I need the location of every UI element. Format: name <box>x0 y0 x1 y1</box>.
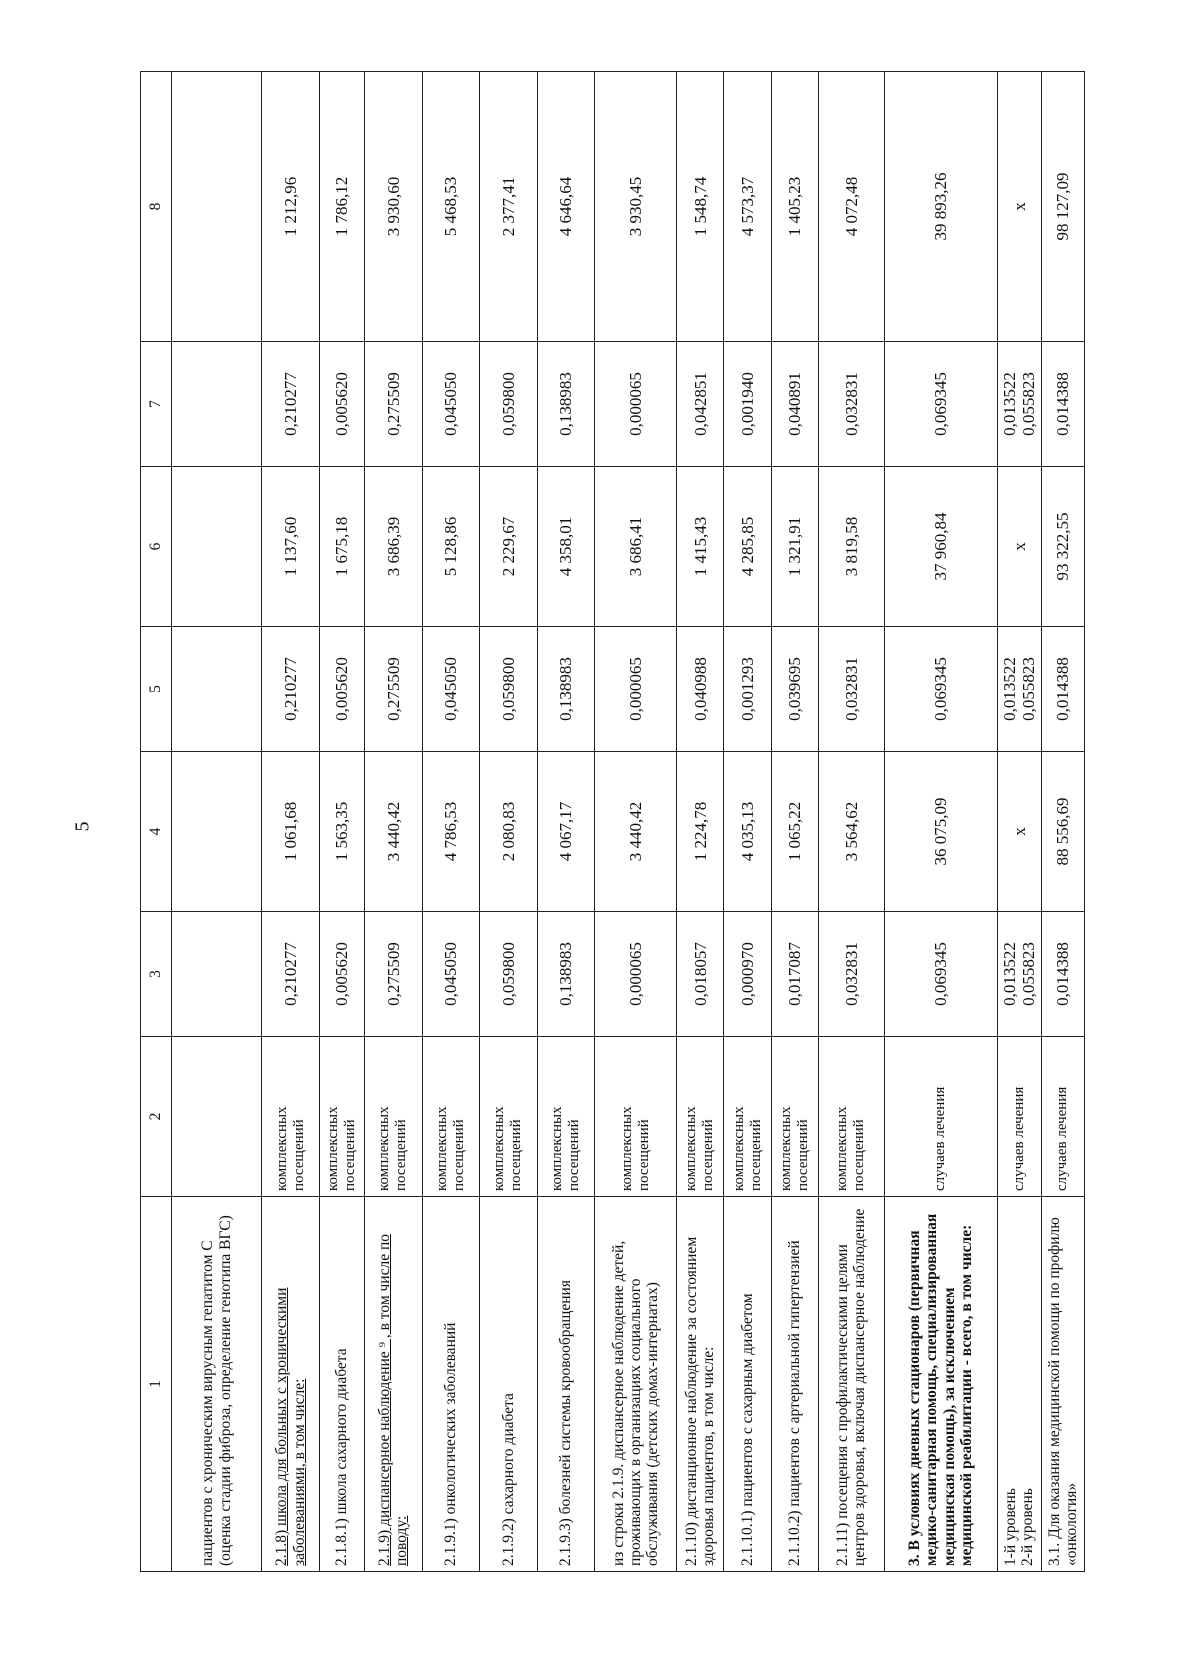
table-cell <box>818 912 884 1037</box>
table-cell <box>677 342 724 467</box>
row-label: 2.1.8) школа для больных с хроническими заболеваниями, в том числе: <box>273 1287 308 1566</box>
table-cell <box>172 752 262 912</box>
row-label: 2.1.9) диспансерное наблюдение ⁹ , в том числе по поводу: <box>375 1233 411 1566</box>
value-cell: 4 067,17 <box>556 801 576 862</box>
value-cell: х <box>1009 827 1029 836</box>
value-cell: 88 556,69 <box>1053 797 1073 866</box>
normatives-table <box>140 71 1085 1572</box>
value-cell: 0,032831 <box>841 657 861 721</box>
table-cell <box>537 912 595 1037</box>
table-cell <box>365 752 423 912</box>
row-label: 3. В условиях дневных стационаров (первичная медико-санитарная помощь, специализированная медицинская помощь), за исключением медицинской реабилитации - всего, в том числе: <box>905 1213 975 1566</box>
table-row <box>480 72 538 1572</box>
table-cell <box>818 1197 884 1572</box>
value-cell: 1 321,91 <box>785 516 805 577</box>
table-cell <box>262 627 320 752</box>
row-label: 2.1.10.1) пациентов с сахарным диабетом <box>738 1293 756 1566</box>
value-cell: 0,069345 <box>931 942 951 1006</box>
page-number: 5 <box>71 821 94 832</box>
table-cell <box>1041 342 1084 467</box>
value-cell: 0,210277 <box>281 372 301 436</box>
table-cell <box>997 1037 1041 1197</box>
table-cell <box>319 1197 364 1572</box>
column-header: 6 <box>141 467 172 627</box>
row-label: пациентов с хроническим вирусным гепатитом С (оценка стадии фиброза, определение генотипа ВГС) <box>199 1215 234 1566</box>
table-cell <box>884 627 997 752</box>
table-cell <box>884 1197 997 1572</box>
unit-cell: комплексных посещений <box>777 1106 811 1191</box>
value-cell: 0,059800 <box>498 657 518 721</box>
table-cell <box>997 72 1041 342</box>
table-cell <box>262 342 320 467</box>
table-cell <box>818 627 884 752</box>
value-cell: 3 440,42 <box>383 801 403 862</box>
table-cell <box>884 72 997 342</box>
table-cell <box>595 72 677 342</box>
table-cell <box>677 1037 724 1197</box>
table-cell <box>724 912 771 1037</box>
value-cell: 0,005620 <box>332 372 352 436</box>
table-cell <box>771 467 818 627</box>
value-cell: 2 229,67 <box>498 516 518 577</box>
value-cell: 0,069345 <box>931 657 951 721</box>
value-cell: 1 061,68 <box>281 801 301 862</box>
value-cell: 98 127,09 <box>1053 172 1073 241</box>
value-cell: 0,042851 <box>690 372 710 436</box>
table-cell <box>1041 912 1084 1037</box>
value-cell: 0,040988 <box>690 657 710 721</box>
value-cell: 0,045050 <box>441 372 461 436</box>
unit-cell: комплексных посещений <box>325 1106 358 1191</box>
table-cell <box>422 467 480 627</box>
value-cell: 5 468,53 <box>441 176 461 237</box>
table-body <box>172 72 1085 1572</box>
value-cell: 0,000065 <box>626 942 646 1006</box>
table-cell <box>724 467 771 627</box>
value-cell: 3 564,62 <box>841 801 861 862</box>
table-cell <box>262 1197 320 1572</box>
table-cell <box>422 1197 480 1572</box>
table-cell <box>172 342 262 467</box>
value-cell: 4 285,85 <box>738 516 757 577</box>
value-cell: 0,001293 <box>738 657 757 721</box>
table-row <box>365 72 423 1572</box>
table-cell <box>537 627 595 752</box>
value-cell: 0,000970 <box>738 942 757 1006</box>
table-cell <box>1041 72 1084 342</box>
value-cell: 37 960,84 <box>931 512 951 581</box>
unit-cell: случаев лечения <box>1010 1086 1027 1191</box>
table-cell <box>365 342 423 467</box>
value-cell: 4 358,01 <box>556 516 576 577</box>
table-cell <box>677 627 724 752</box>
value-cell: 0,059800 <box>498 942 518 1006</box>
column-header: 1 <box>141 1197 172 1572</box>
table-cell <box>818 342 884 467</box>
table-cell <box>884 467 997 627</box>
table-cell <box>771 752 818 912</box>
table-cell <box>595 752 677 912</box>
table-cell <box>480 467 538 627</box>
header-row <box>141 72 172 1572</box>
table-cell <box>262 72 320 342</box>
row-label: 2.1.8.1) школа сахарного диабета <box>333 1348 351 1566</box>
value-cell: 0,000065 <box>626 657 646 721</box>
table-cell <box>319 752 364 912</box>
table-cell <box>537 1037 595 1197</box>
value-cell: 0,039695 <box>785 657 805 721</box>
table-cell <box>537 752 595 912</box>
value-cell: 1 224,78 <box>690 801 710 862</box>
table-cell <box>480 72 538 342</box>
value-cell: х <box>1009 542 1029 551</box>
value-cell: 0,045050 <box>441 657 461 721</box>
table-cell <box>677 72 724 342</box>
value-cell: 3 930,45 <box>626 176 646 237</box>
table-cell <box>365 1037 423 1197</box>
value-cell: 5 128,86 <box>441 516 461 577</box>
table-row <box>422 72 480 1572</box>
value-cell: 4 072,48 <box>841 176 861 237</box>
value-cell: 0,210277 <box>281 942 301 1006</box>
value-cell: 0,013522 0,055823 <box>1000 942 1039 1006</box>
unit-cell: комплексных посещений <box>491 1106 525 1191</box>
value-cell: 0,275509 <box>383 942 403 1006</box>
value-cell: 39 893,26 <box>931 172 951 241</box>
row-label: 2.1.11) посещения с профилактическими целями центров здоровья, включая диспансерное наблюдение <box>833 1208 869 1566</box>
table-cell <box>365 1197 423 1572</box>
table-cell <box>172 467 262 627</box>
table-cell <box>422 342 480 467</box>
table-cell <box>724 752 771 912</box>
unit-cell: комплексных посещений <box>683 1106 717 1191</box>
value-cell: 0,040891 <box>785 372 805 436</box>
value-cell: 1 563,35 <box>332 801 352 862</box>
row-label: 1-й уровень 2-й уровень <box>1001 1488 1037 1566</box>
table-cell <box>262 1037 320 1197</box>
table-cell <box>365 912 423 1037</box>
table-cell <box>537 467 595 627</box>
table-cell <box>1041 1037 1084 1197</box>
value-cell: 0,069345 <box>931 372 951 436</box>
table-cell <box>818 752 884 912</box>
value-cell: 1 212,96 <box>281 176 301 237</box>
value-cell: 1 675,18 <box>332 516 352 577</box>
table-cell <box>884 342 997 467</box>
table-cell <box>595 1037 677 1197</box>
table-cell <box>172 1197 262 1572</box>
value-cell: 0,210277 <box>281 657 301 721</box>
table-cell <box>595 467 677 627</box>
row-label: из строки 2.1.9. диспансерное наблюдение детей, проживающих в организациях социального обслуживания (детских домах-интернатах) <box>609 1240 662 1566</box>
table-row <box>1041 72 1084 1572</box>
column-header: 3 <box>141 912 172 1037</box>
value-cell: 0,032831 <box>841 372 861 436</box>
table-cell <box>771 342 818 467</box>
table-row <box>172 72 262 1572</box>
table-row <box>997 72 1041 1572</box>
table-cell <box>262 467 320 627</box>
table-cell <box>319 627 364 752</box>
table-cell <box>480 1197 538 1572</box>
table-cell <box>1041 467 1084 627</box>
unit-cell: комплексных посещений <box>376 1106 410 1191</box>
table-cell <box>997 342 1041 467</box>
table-cell <box>997 912 1041 1037</box>
rotated-document-sheet <box>140 72 1085 1572</box>
table-cell <box>818 467 884 627</box>
table-cell <box>884 1037 997 1197</box>
value-cell: 0,014388 <box>1053 372 1073 436</box>
value-cell: 0,138983 <box>556 372 576 436</box>
table-row <box>319 72 364 1572</box>
value-cell: 3 440,42 <box>626 801 646 862</box>
table-cell <box>677 912 724 1037</box>
table-cell <box>262 912 320 1037</box>
column-header: 5 <box>141 627 172 752</box>
value-cell: 0,059800 <box>498 372 518 436</box>
value-cell: 0,001940 <box>738 372 757 436</box>
value-cell: 0,045050 <box>441 942 461 1006</box>
value-cell: 0,275509 <box>383 372 403 436</box>
row-label: 2.1.10.2) пациентов с артериальной гипертензией <box>786 1240 804 1566</box>
value-cell: 36 075,09 <box>931 797 951 866</box>
table-cell <box>884 752 997 912</box>
value-cell: 0,005620 <box>332 942 352 1006</box>
table-cell <box>422 627 480 752</box>
value-cell: 4 573,37 <box>738 176 757 237</box>
table-cell <box>365 627 423 752</box>
table-cell <box>595 342 677 467</box>
column-header: 2 <box>141 1037 172 1197</box>
table-cell <box>771 1037 818 1197</box>
table-cell <box>997 627 1041 752</box>
table-cell <box>595 1197 677 1572</box>
column-header: 8 <box>141 72 172 342</box>
value-cell: 0,138983 <box>556 942 576 1006</box>
column-header: 4 <box>141 752 172 912</box>
table-cell <box>724 342 771 467</box>
table-cell <box>1041 1197 1084 1572</box>
table-cell <box>319 72 364 342</box>
value-cell: 1 548,74 <box>690 176 710 237</box>
value-cell: 1 137,60 <box>281 516 301 577</box>
row-label: 2.1.9.2) сахарного диабета <box>499 1393 517 1566</box>
table-cell <box>997 467 1041 627</box>
table-cell <box>319 1037 364 1197</box>
table-cell <box>422 752 480 912</box>
value-cell: 4 646,64 <box>556 176 576 237</box>
table-cell <box>537 342 595 467</box>
table-cell <box>724 1037 771 1197</box>
table-cell <box>319 912 364 1037</box>
table-cell <box>480 752 538 912</box>
table-cell <box>997 1197 1041 1572</box>
unit-cell: случаев лечения <box>932 1086 949 1191</box>
table-cell <box>595 912 677 1037</box>
table-cell <box>1041 627 1084 752</box>
value-cell: 1 065,22 <box>785 801 805 862</box>
value-cell: 3 686,39 <box>383 516 403 577</box>
value-cell: 3 686,41 <box>626 516 646 577</box>
table-cell <box>172 1037 262 1197</box>
table-row <box>262 72 320 1572</box>
value-cell: 3 930,60 <box>383 176 403 237</box>
column-header: 7 <box>141 342 172 467</box>
table-cell <box>1041 752 1084 912</box>
table-cell <box>422 72 480 342</box>
table-cell <box>172 912 262 1037</box>
unit-cell: комплексных посещений <box>273 1106 307 1191</box>
table-cell <box>480 342 538 467</box>
value-cell: 1 415,43 <box>690 516 710 577</box>
value-cell: 0,018057 <box>690 942 710 1006</box>
row-label: 2.1.9.1) онкологических заболеваний <box>442 1322 460 1566</box>
table-cell <box>724 72 771 342</box>
value-cell: 1 405,23 <box>785 176 805 237</box>
value-cell: 2 377,41 <box>498 176 518 237</box>
table-cell <box>724 627 771 752</box>
table-cell <box>172 72 262 342</box>
table-cell <box>480 1037 538 1197</box>
value-cell: 0,275509 <box>383 657 403 721</box>
table-cell <box>595 627 677 752</box>
row-label: 3.1. Для оказания медицинской помощи по профилю «онкология» <box>1045 1217 1080 1566</box>
value-cell: 0,017087 <box>785 942 805 1006</box>
value-cell: 0,005620 <box>332 657 352 721</box>
value-cell: 0,014388 <box>1053 657 1073 721</box>
value-cell: 0,013522 0,055823 <box>1000 657 1039 721</box>
unit-cell: случаев лечения <box>1054 1086 1071 1191</box>
table-row <box>537 72 595 1572</box>
table-cell <box>365 72 423 342</box>
value-cell: 2 080,83 <box>498 801 518 862</box>
value-cell: 1 786,12 <box>332 176 352 237</box>
table-row <box>818 72 884 1572</box>
table-cell <box>480 627 538 752</box>
table-row <box>724 72 771 1572</box>
unit-cell: комплексных посещений <box>834 1106 868 1191</box>
unit-cell: комплексных посещений <box>730 1106 764 1191</box>
table-cell <box>480 912 538 1037</box>
table-cell <box>422 1037 480 1197</box>
table-cell <box>262 752 320 912</box>
row-label: 2.1.9.3) болезней системы кровообращения <box>557 1280 575 1566</box>
unit-cell: комплексных посещений <box>433 1106 467 1191</box>
table-cell <box>422 912 480 1037</box>
value-cell: 93 322,55 <box>1053 512 1073 581</box>
table-cell <box>319 342 364 467</box>
table-cell <box>319 467 364 627</box>
table-cell <box>677 752 724 912</box>
table-cell <box>771 72 818 342</box>
table-cell <box>771 912 818 1037</box>
row-label: 2.1.10) дистанционное наблюдение за состоянием здоровья пациентов, в том числе: <box>682 1236 718 1566</box>
value-cell: 0,000065 <box>626 372 646 436</box>
value-cell: 0,014388 <box>1053 942 1073 1006</box>
value-cell: 3 819,58 <box>841 516 861 577</box>
table-row <box>595 72 677 1572</box>
value-cell: х <box>1009 202 1029 211</box>
table-row <box>771 72 818 1572</box>
table-row <box>677 72 724 1572</box>
table-cell <box>365 467 423 627</box>
table-cell <box>884 912 997 1037</box>
unit-cell: комплексных посещений <box>618 1106 652 1191</box>
table-cell <box>771 1197 818 1572</box>
table-cell <box>997 752 1041 912</box>
unit-cell: комплексных посещений <box>548 1106 582 1191</box>
table-cell <box>677 1197 724 1572</box>
table-cell <box>818 72 884 342</box>
table-cell <box>771 627 818 752</box>
table-cell <box>724 1197 771 1572</box>
value-cell: 0,032831 <box>841 942 861 1006</box>
table-cell <box>172 627 262 752</box>
table-cell <box>818 1037 884 1197</box>
table-row <box>884 72 997 1572</box>
table-cell <box>537 72 595 342</box>
table-cell <box>677 467 724 627</box>
table-cell <box>537 1197 595 1572</box>
value-cell: 4 786,53 <box>441 801 461 862</box>
value-cell: 0,013522 0,055823 <box>1000 372 1039 436</box>
value-cell: 4 035,13 <box>738 801 757 862</box>
value-cell: 0,138983 <box>556 657 576 721</box>
